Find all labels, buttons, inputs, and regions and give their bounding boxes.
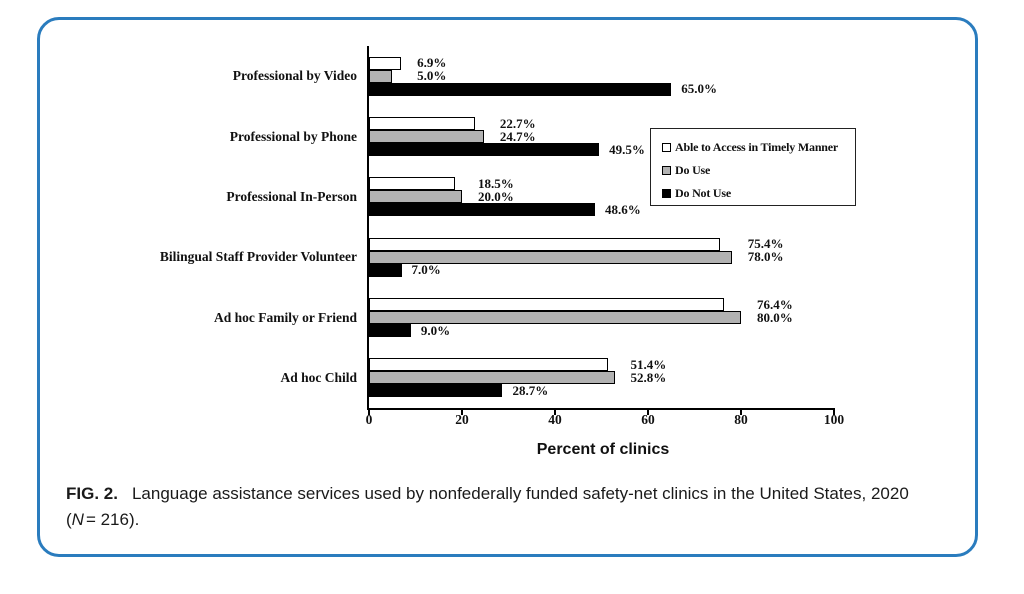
bar-do-not-use xyxy=(369,384,502,397)
bar-able-to-access-in-timely-manner xyxy=(369,177,455,190)
bar-able-to-access-in-timely-manner xyxy=(369,238,720,251)
legend-label: Do Not Use xyxy=(675,186,731,200)
value-label: 7.0% xyxy=(411,262,441,278)
value-label: 22.7% xyxy=(499,115,536,131)
legend-swatch-icon xyxy=(662,189,671,198)
category-label-professional-by-video: Professional by Video xyxy=(232,68,357,84)
bar-do-not-use xyxy=(369,203,595,216)
value-label: 75.4% xyxy=(747,236,784,252)
x-tick-label: 60 xyxy=(641,412,655,427)
value-label: 5.0% xyxy=(417,68,447,84)
bar-able-to-access-in-timely-manner xyxy=(369,117,475,130)
value-label: 52.8% xyxy=(630,369,667,385)
x-axis-title: Percent of clinics xyxy=(536,441,670,458)
x-tick-label: 100 xyxy=(823,412,845,427)
category-label-ad-hoc-child: Ad hoc Child xyxy=(280,369,357,385)
value-label: 48.6% xyxy=(604,201,641,217)
value-label: 28.7% xyxy=(512,382,549,398)
plot-area xyxy=(367,46,834,410)
bar-do-not-use xyxy=(369,324,411,337)
category-label-bilingual-staff-provider-volunteer: Bilingual Staff Provider Volunteer xyxy=(159,249,357,265)
legend-item-do-use xyxy=(662,159,849,182)
x-tick-label: 80 xyxy=(734,412,748,427)
bar-do-use xyxy=(369,190,462,203)
bar-do-not-use xyxy=(369,83,671,96)
value-label: 51.4% xyxy=(630,356,667,372)
figure-caption xyxy=(66,481,978,533)
caption-text: Language assistance services used by nonfederally funded safety-net clinics in the United States, 2020 xyxy=(131,484,909,503)
x-tick-label: 0 xyxy=(365,412,373,427)
bar-do-use xyxy=(369,130,484,143)
figure-number: FIG. 2. xyxy=(66,484,118,503)
x-tick-label: 20 xyxy=(455,412,469,427)
bar-able-to-access-in-timely-manner xyxy=(369,358,608,371)
value-label: 65.0% xyxy=(681,81,717,97)
bar-do-use xyxy=(369,70,392,83)
category-label-professional-by-phone: Professional by Phone xyxy=(229,128,357,144)
value-label: 18.5% xyxy=(478,175,514,191)
value-label: 6.9% xyxy=(417,55,447,71)
legend-item-able-to-access-in-timely-manner xyxy=(662,136,849,159)
x-tick-label: 40 xyxy=(548,412,562,427)
bar-able-to-access-in-timely-manner xyxy=(369,57,401,70)
category-label-ad-hoc-family-or-friend: Ad hoc Family or Friend xyxy=(214,309,357,325)
caption-line1 xyxy=(66,484,909,503)
caption-sample-size: (N = 216). xyxy=(66,510,140,529)
bar-able-to-access-in-timely-manner xyxy=(369,298,724,311)
bar-do-not-use xyxy=(369,143,599,156)
value-label: 49.5% xyxy=(609,141,645,157)
category-label-professional-in-person: Professional In-Person xyxy=(226,188,357,204)
value-label: 78.0% xyxy=(747,249,784,265)
legend-label: Able to Access in Timely Manner xyxy=(675,140,839,154)
value-label: 24.7% xyxy=(499,128,536,144)
bar-do-not-use xyxy=(369,264,402,277)
bar-do-use xyxy=(369,371,615,384)
legend-label: Do Use xyxy=(675,163,711,177)
legend-swatch-icon xyxy=(662,143,671,152)
value-label: 9.0% xyxy=(420,322,451,338)
value-label: 76.4% xyxy=(757,296,793,312)
legend xyxy=(650,128,856,206)
value-label: 20.0% xyxy=(478,188,514,204)
value-label: 80.0% xyxy=(757,309,793,325)
legend-item-do-not-use xyxy=(662,182,849,205)
legend-swatch-icon xyxy=(662,166,671,175)
